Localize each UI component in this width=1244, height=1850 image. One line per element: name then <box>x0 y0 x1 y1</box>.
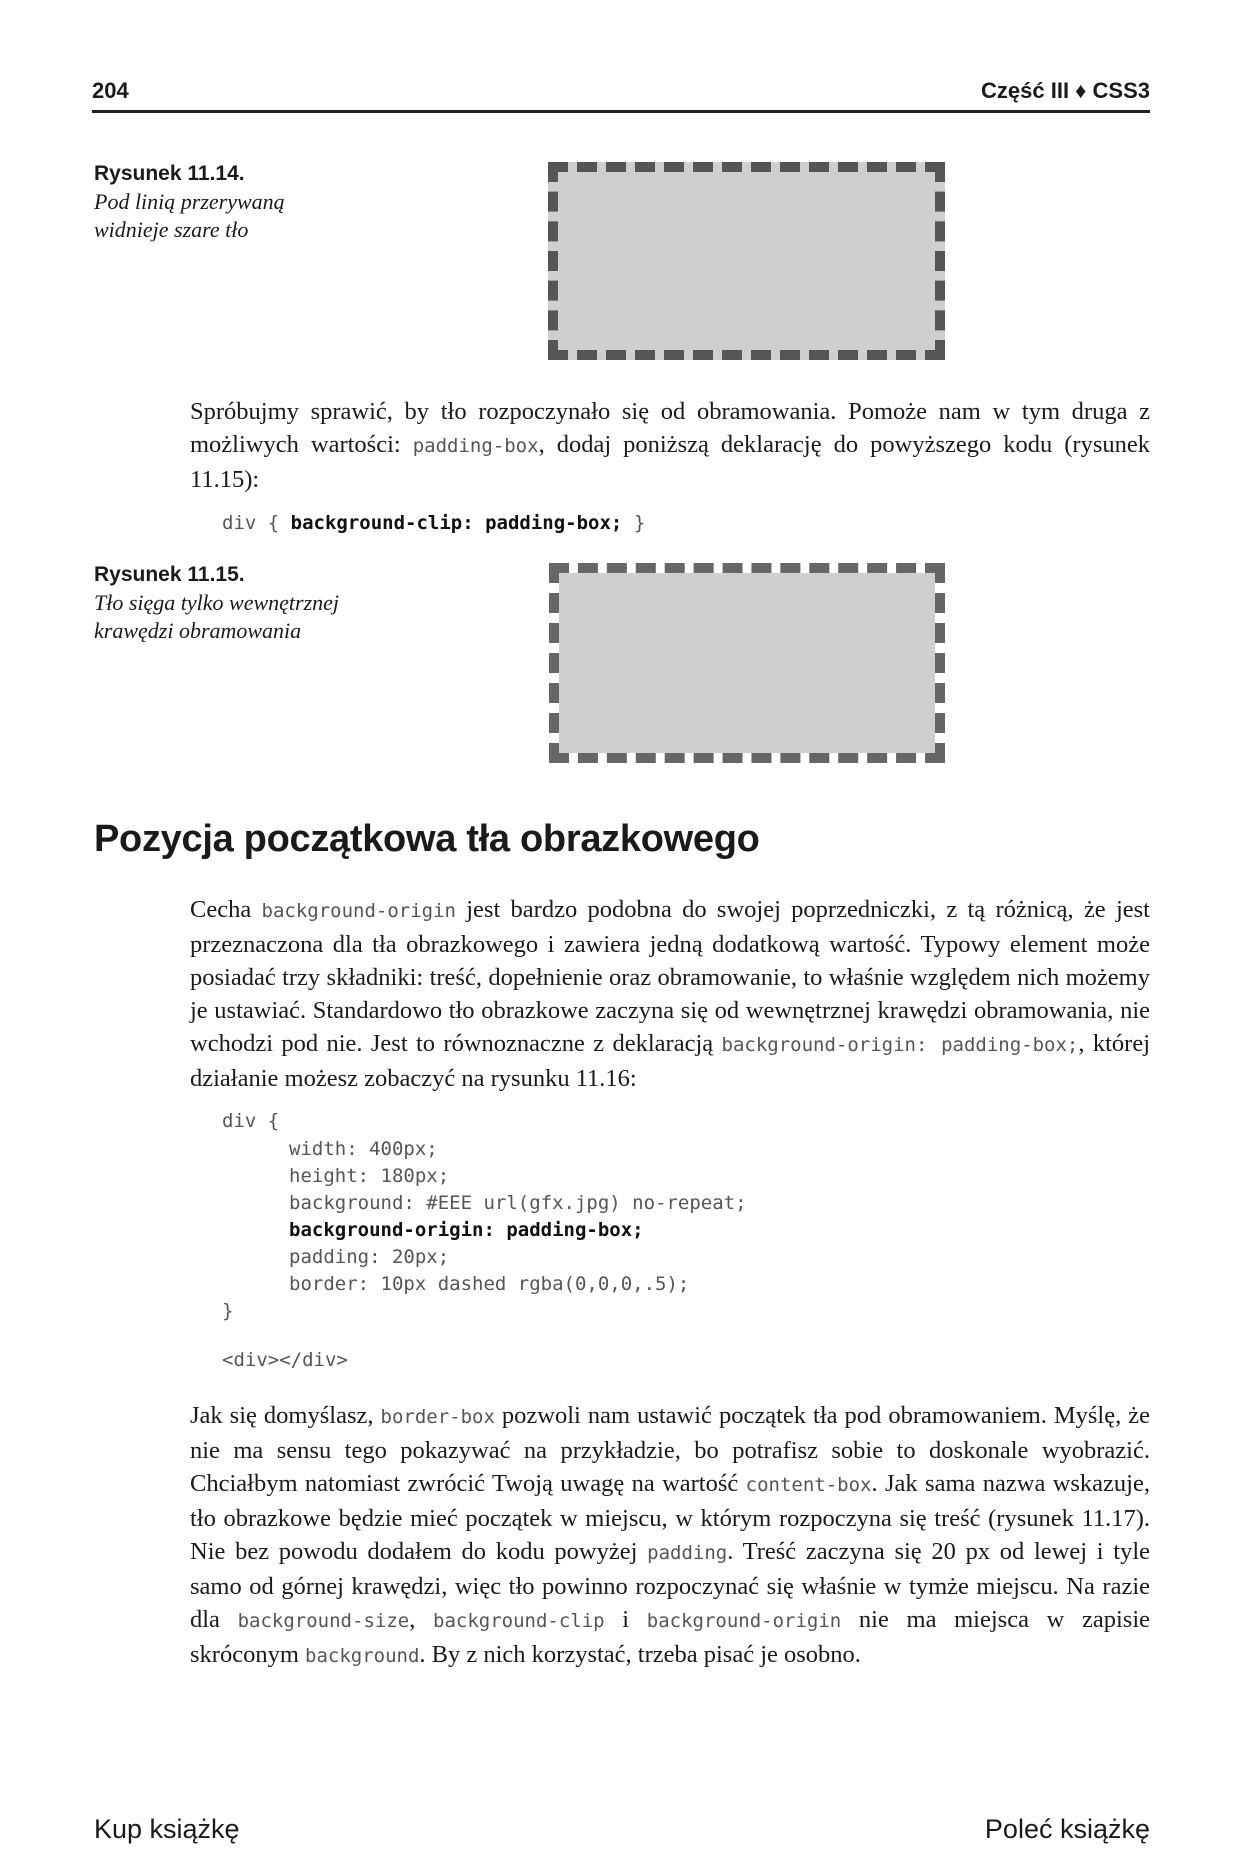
figure-caption-11-15 <box>94 561 344 645</box>
figure-label: Rysunek 11.14. <box>94 162 245 185</box>
paragraph-2 <box>190 893 1150 1095</box>
text-run: Jak się domyślasz, <box>190 1402 381 1429</box>
recommend-book-link[interactable]: Poleć książkę <box>984 1814 1150 1844</box>
code-line: <div></div> <box>222 1349 348 1371</box>
buy-book-link[interactable]: Kup książkę <box>94 1814 240 1844</box>
inline-code: padding <box>647 1542 728 1564</box>
code-line-bold: background-origin: padding-box; <box>289 1219 644 1241</box>
code-token: div { <box>222 512 291 534</box>
figure-caption-11-14 <box>94 160 344 244</box>
figure-caption-text: Tło sięga tylko wewnętrznej krawędzi obramowania <box>94 590 340 643</box>
text-run: pozwoli nam ustawić początek tła pod obramowaniem. Myślę, że nie ma sensu tego pokazywać na przykładzie, bo potrafisz sobie to doskonale wyobrazić. Chciałbym natomiast zwrócić Twoją uwagę na wartość <box>190 1402 1151 1497</box>
code-line <box>222 510 645 537</box>
inline-code: background-origin: padding-box; <box>721 1034 1079 1056</box>
inline-code: background-size <box>237 1610 410 1632</box>
text-run: jest bardzo podobna do swojej poprzedniczki, z tą różnicą, że jest przeznaczona dla tła obrazkowego i zawiera jedną dodatkową wartość. Typowy element może posiadać trzy składniki: treść, dopełnienie oraz obramowanie, to właśnie względem nich możemy je ustawiać. Standardowo tło obrazkowe zaczyna się od wewnętrznej krawędzi obramowania, nie wchodzi pod nie. Jest to równoznaczne z deklaracją <box>190 896 1150 1057</box>
text-run: nie ma miejsca w zapisie skróconym <box>190 1606 1151 1668</box>
running-head: Część III ♦ CSS3 <box>981 78 1150 103</box>
text-run: Cecha <box>190 896 262 923</box>
section-heading: Pozycja początkowa tła obrazkowego <box>94 818 760 860</box>
paragraph-1 <box>190 395 1150 496</box>
paragraph-3 <box>190 1399 1150 1673</box>
code-line: height: 180px; <box>289 1165 450 1187</box>
figure-label: Rysunek 11.15. <box>94 563 245 586</box>
inline-code: background-origin <box>261 900 456 922</box>
inline-code: border-box <box>380 1406 495 1428</box>
text-run: i <box>604 1606 647 1633</box>
code-line: width: 400px; <box>289 1138 438 1160</box>
code-token-bold: background-clip: padding-box; <box>290 512 623 534</box>
code-line: } <box>222 1300 234 1322</box>
text-run: , <box>409 1606 434 1633</box>
inline-code: background <box>305 1645 420 1667</box>
figure-11-14-illustration <box>548 162 945 360</box>
inline-code: background-origin <box>646 1610 842 1632</box>
page-header <box>92 74 1150 110</box>
text-run: . Jak sama nazwa wskazuje, tło obrazkowe będzie mieć początek w miejscu, w którym rozpoczyna się treść (rysunek 11.17). Nie bez powodu dodałem do kodu powyżej <box>190 1470 1150 1565</box>
figure-caption-text: Pod linią przerywaną widnieje szare tło <box>94 189 285 242</box>
inline-code: background-clip <box>433 1610 605 1632</box>
page-number: 204 <box>92 78 129 103</box>
code-token: } <box>622 512 646 534</box>
code-line: border: 10px dashed rgba(0,0,0,.5); <box>289 1273 690 1295</box>
code-line: background: #EEE url(gfx.jpg) no-repeat; <box>289 1192 747 1214</box>
inline-code: padding-box <box>412 435 539 457</box>
figure-11-15-illustration <box>549 563 945 763</box>
header-rule <box>92 110 1150 113</box>
text-run: , dodaj poniższą deklarację do powyższego kodu (rysunek 11.15): <box>190 431 1151 493</box>
text-run: . By z nich korzystać, trzeba pisać je osobno. <box>419 1641 861 1668</box>
code-line: div { <box>222 1110 280 1132</box>
inline-code: content-box <box>745 1474 872 1496</box>
code-line: padding: 20px; <box>289 1246 450 1268</box>
text-run: . Treść zaczyna się 20 px od lewej i tyle samo od górnej krawędzi, więc tło powinno rozpoczynać się właśnie w tymże miejscu. Na razie dla <box>190 1538 1150 1633</box>
text-run: , której działanie możesz zobaczyć na rysunku 11.16: <box>190 1030 1151 1092</box>
text-run: Spróbujmy sprawić, by tło rozpoczynało się od obramowania. Pomoże nam w tym druga z możliwych wartości: <box>190 398 1150 458</box>
